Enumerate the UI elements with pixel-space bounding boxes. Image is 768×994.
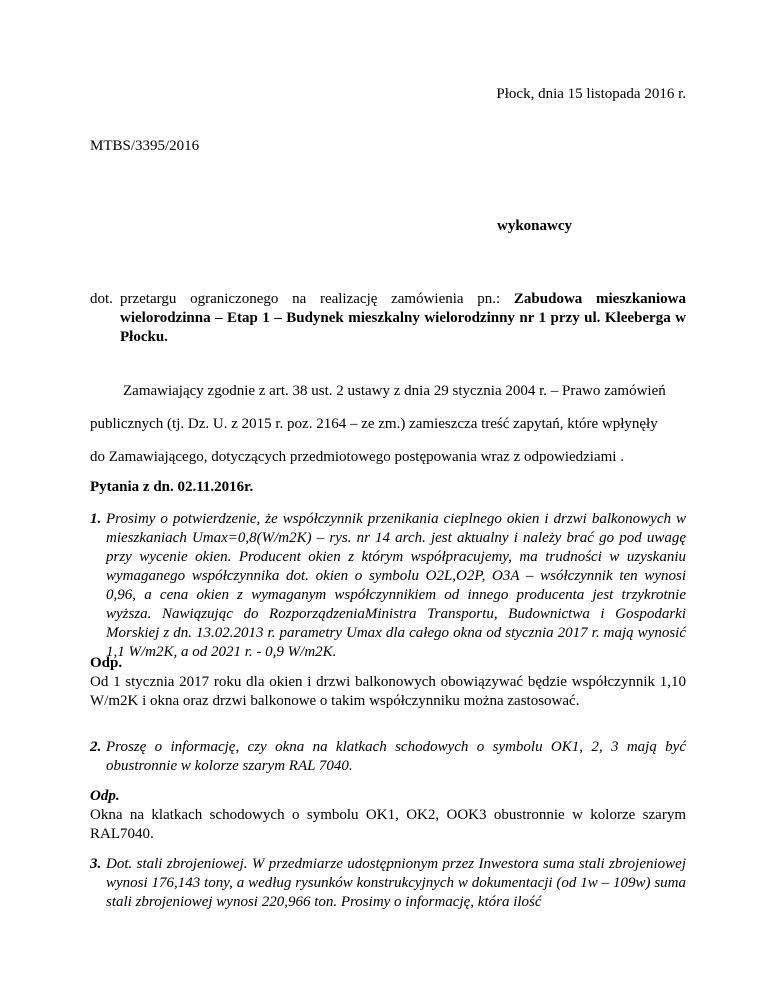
intro-line-3: do Zamawiającego, dotyczących przedmiotowego postępowania wraz z odpowiedziami . [90,449,624,465]
subject-text [120,290,686,347]
section-title: Pytania z dn. 02.11.2016r. [90,479,254,495]
answer-2: Okna na klatkach schodowych o symbolu OK1, OK2, OOK3 obustronnie w kolorze szarym RAL7040. [90,807,686,842]
question-1 [90,510,686,662]
reference-number: MTBS/3395/2016 [90,138,200,154]
question-text: Prosimy o potwierdzenie, że współczynnik przenikania cieplnego okien i drzwi balkonowych w mieszkaniach Umax=0,8(W/m2K) – rys. nr 14 arch. jest aktualny i należy brać go pod uwagę przy wycenie okien. Producent okien z którym współpracujemy, ma trudności w uzyskaniu wymaganego współczynnika dot. okien o symbolu O2L,O2P, O3A – wsółczynnik ten wynosi 0,96, a cena okien z wymaganym współczynnikiem od innego producenta jest trzykrotnie wyższa. Nawiązując do RozporządzeniaMinistra Transportu, Budownictwa i Gospodarki Morskiej z dn. 13.02.2013 r. parametry Umax dla całego okna od stycznia 2017 r. mają wynosić 1,1 W/m2K, a od 2021 r. - 0,9 W/m2K. [106,511,686,660]
answer-label: Odp. [90,655,123,671]
question-text: Proszę o informację, czy okna na klatkach schodowych o symbolu OK1, 2, 3 mają być obustronnie w kolorze szarym RAL 7040. [106,739,686,774]
question-3 [90,855,686,912]
question-2 [90,738,686,776]
answer-label: Odp. [90,788,120,804]
question-number: 1. [90,511,102,527]
subject-block [90,290,686,347]
answer-1: Od 1 stycznia 2017 roku dla okien i drzwi balkonowych obowiązywać będzie współczynnik 1,10 W/m2K i okna oraz drzwi balkonowe o takim współczynniku można zastosować. [90,674,686,709]
intro-paragraph [90,375,686,474]
subject-text-bold: Zabudowa mieszkaniowa wielorodzinna – Etap 1 – Budynek mieszkalny wielorodzinny nr 1 przy ul. Kleeberga w Płocku. [120,291,686,345]
subject-text-plain: przetargu ograniczonego na realizację zamówienia pn.: [120,291,514,307]
intro-line-2: publicznych (tj. Dz. U. z 2015 r. poz. 2164 – ze zm.) zamieszcza treść zapytań, które wpłynęły [90,416,658,432]
question-number: 2. [90,739,102,755]
question-text: Dot. stali zbrojeniowej. W przedmiarze udostępnionym przez Inwestora suma stali zbrojeniowej wynosi 176,143 tony, a według rysunków konstrukcyjnych w dokumentacji (od 1w – 109w) suma stali zbrojeniowej wynosi 220,966 ton. Prosimy o informację, która ilość [106,856,686,910]
subject-label: dot. [90,291,113,307]
place-and-date: Płock, dnia 15 listopada 2016 r. [496,86,686,102]
recipient: wykonawcy [496,218,572,234]
question-number: 3. [90,856,102,872]
intro-line-1: Zamawiający zgodnie z art. 38 ust. 2 ustawy z dnia 29 stycznia 2004 r. – Prawo zamówień [123,383,666,399]
